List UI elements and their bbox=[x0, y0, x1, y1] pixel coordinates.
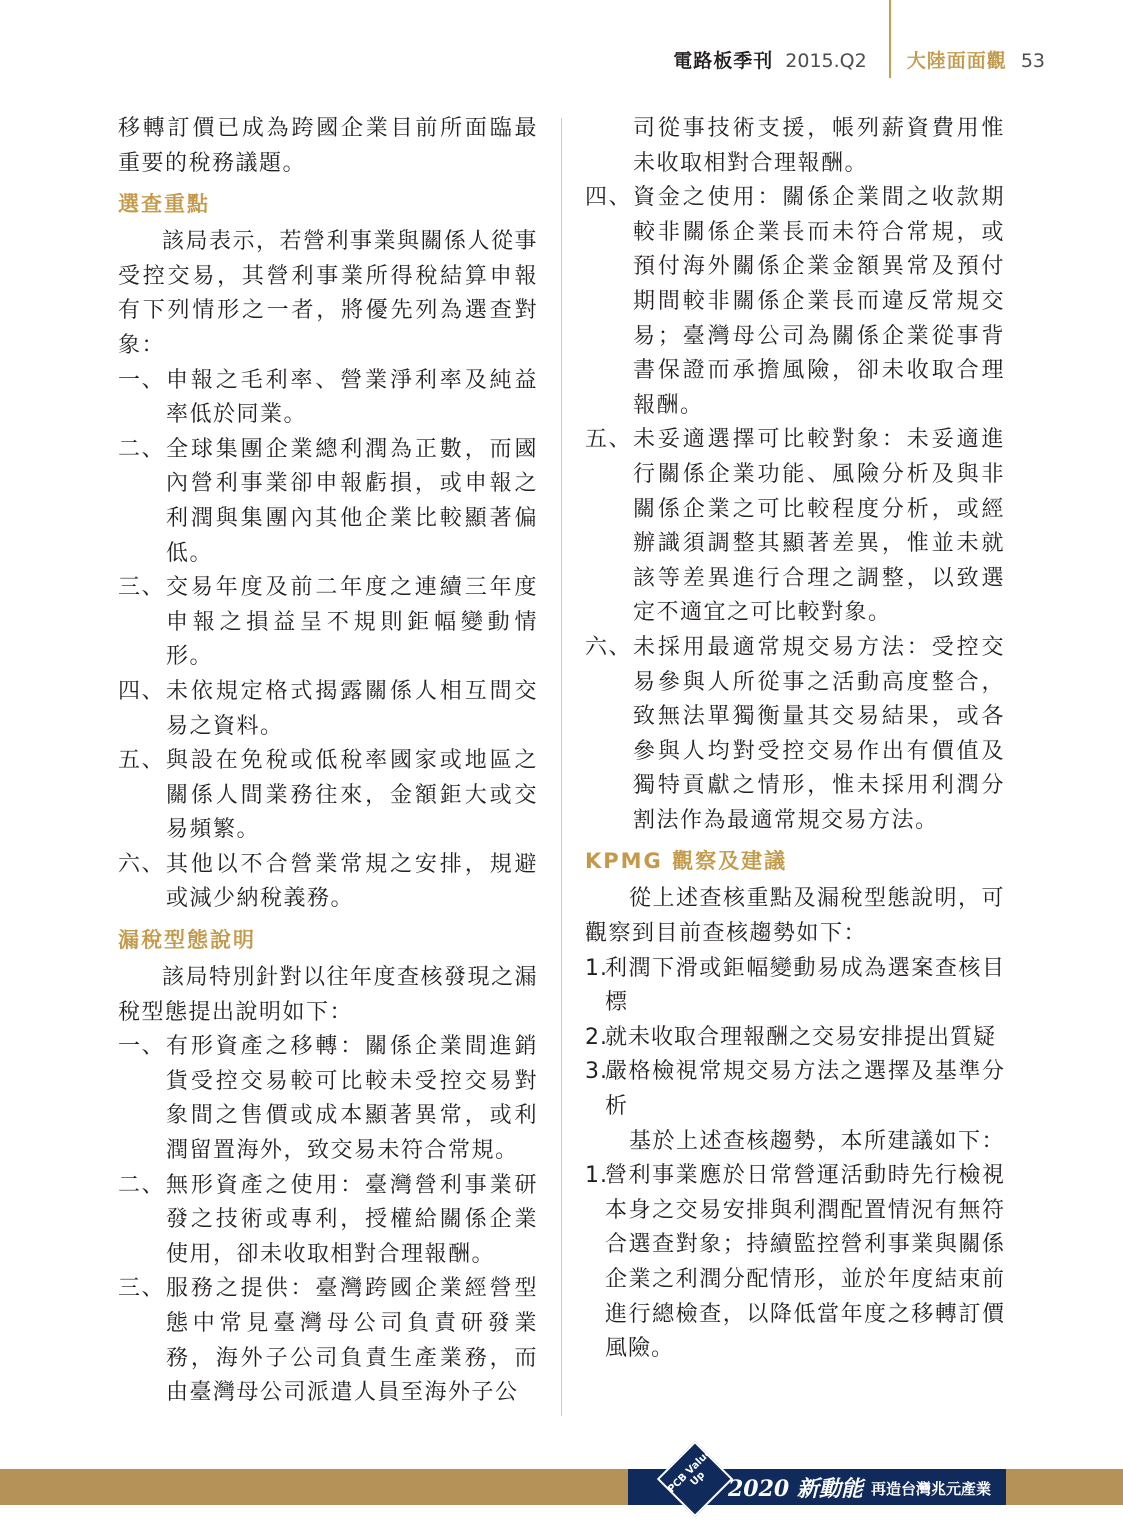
heading-kpmg: KPMG 觀察及建議 bbox=[585, 849, 788, 874]
issue-label: 2015.Q2 bbox=[785, 50, 867, 72]
footer-title: 2020 新動能 bbox=[728, 1476, 863, 1502]
list-item: 四、 資金之使用：關係企業間之收款期較非關係企業長而未符合常規，或預付海外關係企業金額異常及預付期間較非關係企業長而違反常規交易；臺灣母公司為關係企業從事背書保證而承擔風險，卻未收取合理報酬。 bbox=[585, 185, 1005, 418]
column-divider bbox=[561, 118, 562, 1416]
trend-item: 3. 嚴格檢視常規交易方法之選擇及基準分析 bbox=[585, 1059, 1005, 1120]
list-item: 三、 服務之提供：臺灣跨國企業經營型態中常見臺灣母公司負責研發業務，海外子公司負責生產業務，而由臺灣母公司派遣人員至海外子公 bbox=[118, 1276, 538, 1406]
footer-subtitle: 再造台灣兆元產業 bbox=[871, 1480, 992, 1498]
trend-item: 2. 就未收取合理報酬之交易安排提出質疑 bbox=[585, 1024, 997, 1050]
list-item: 二、 無形資產之使用：臺灣營利事業研發之技術或專利，授權給關係企業使用，卻未收取相對合理報酬。 bbox=[118, 1172, 538, 1267]
badge-label: PCB Value Up bbox=[666, 1447, 715, 1496]
running-header bbox=[673, 46, 1045, 73]
list-item: 五、 與設在免稅或低稅率國家或地區之關係人間業務往來，金額鉅大或交易頻繁。 bbox=[118, 748, 538, 843]
left-column bbox=[118, 112, 538, 1411]
section-title: 大陸面面觀 bbox=[906, 50, 1007, 72]
list-item: 四、 未依規定格式揭露關係人相互間交易之資料。 bbox=[118, 678, 538, 739]
list-item: 六、 其他以不合營業常規之安排，規避或減少納稅義務。 bbox=[118, 851, 538, 912]
list-item: 三、 交易年度及前二年度之連續三年度申報之損益呈不規則鉅幅變動情形。 bbox=[118, 575, 538, 670]
list-item: 一、 申報之毛利率、營業淨利率及純益率低於同業。 bbox=[118, 367, 538, 428]
selection-paragraph: 該局表示，若營利事業與關係人從事受控交易，其營利事業所得稅結算申報有下列情形之一者，將優先列為選查對象： bbox=[118, 229, 539, 358]
list-item: 六、 未採用最適常規交易方法：受控交易參與人所從事之活動高度整合，致無法單獨衡量其交易結果，或各參與人均對受控交易作出有價值及獨特貢獻之情形，惟未採用利潤分割法作為最適常規交易方法。 bbox=[585, 634, 1005, 833]
magazine-title: 電路板季刊 bbox=[673, 50, 774, 72]
page-number: 53 bbox=[1020, 50, 1045, 72]
evasion-paragraph: 該局特別針對以往年度查核發現之漏稅型態提出說明如下： bbox=[118, 965, 539, 1025]
list-item: 二、 全球集團企業總利潤為正數，而國內營利事業卻申報虧損，或申報之利潤與集團內其他企業比較顯著偏低。 bbox=[118, 436, 538, 566]
heading-selection-focus: 選查重點 bbox=[118, 192, 210, 217]
list-item: 一、 有形資產之移轉：關係企業間進銷貨受控交易較可比較未受控交易對象間之售價或成本顯著異常，或利潤留置海外，致交易未符合常規。 bbox=[118, 1034, 538, 1164]
advice-paragraph: 基於上述查核趨勢，本所建議如下： bbox=[629, 1128, 1006, 1154]
intro-paragraph: 移轉訂價已成為跨國企業目前所面臨最重要的稅務議題。 bbox=[118, 116, 538, 176]
advice-item: 1. 營利事業應於日常營運活動時先行檢視本身之交易安排與利潤配置情況有無符合選查對象；持續監控營利事業與關係企業之利潤分配情形，並於年度結束前進行總檢查，以降低當年度之移轉訂價風險。 bbox=[585, 1163, 1005, 1362]
trend-item: 1. 利潤下滑或鉅幅變動易成為選案查核目標 bbox=[585, 955, 1005, 1016]
list-item-continued: 司從事技術支援，帳列薪資費用惟未收取相對合理報酬。 bbox=[633, 116, 1005, 176]
right-column bbox=[585, 112, 1005, 1367]
heading-tax-evasion: 漏稅型態說明 bbox=[118, 928, 256, 953]
list-item: 五、 未妥適選擇可比較對象：未妥適進行關係企業功能、風險分析及與非關係企業之可比較程度分析，或經辦識須調整其顯著差異，惟並未就該等差異進行合理之調整，以致選定不適宜之可比較對象。 bbox=[585, 427, 1005, 626]
kpmg-paragraph: 從上述查核重點及漏稅型態說明，可觀察到目前查核趨勢如下： bbox=[585, 886, 1006, 947]
